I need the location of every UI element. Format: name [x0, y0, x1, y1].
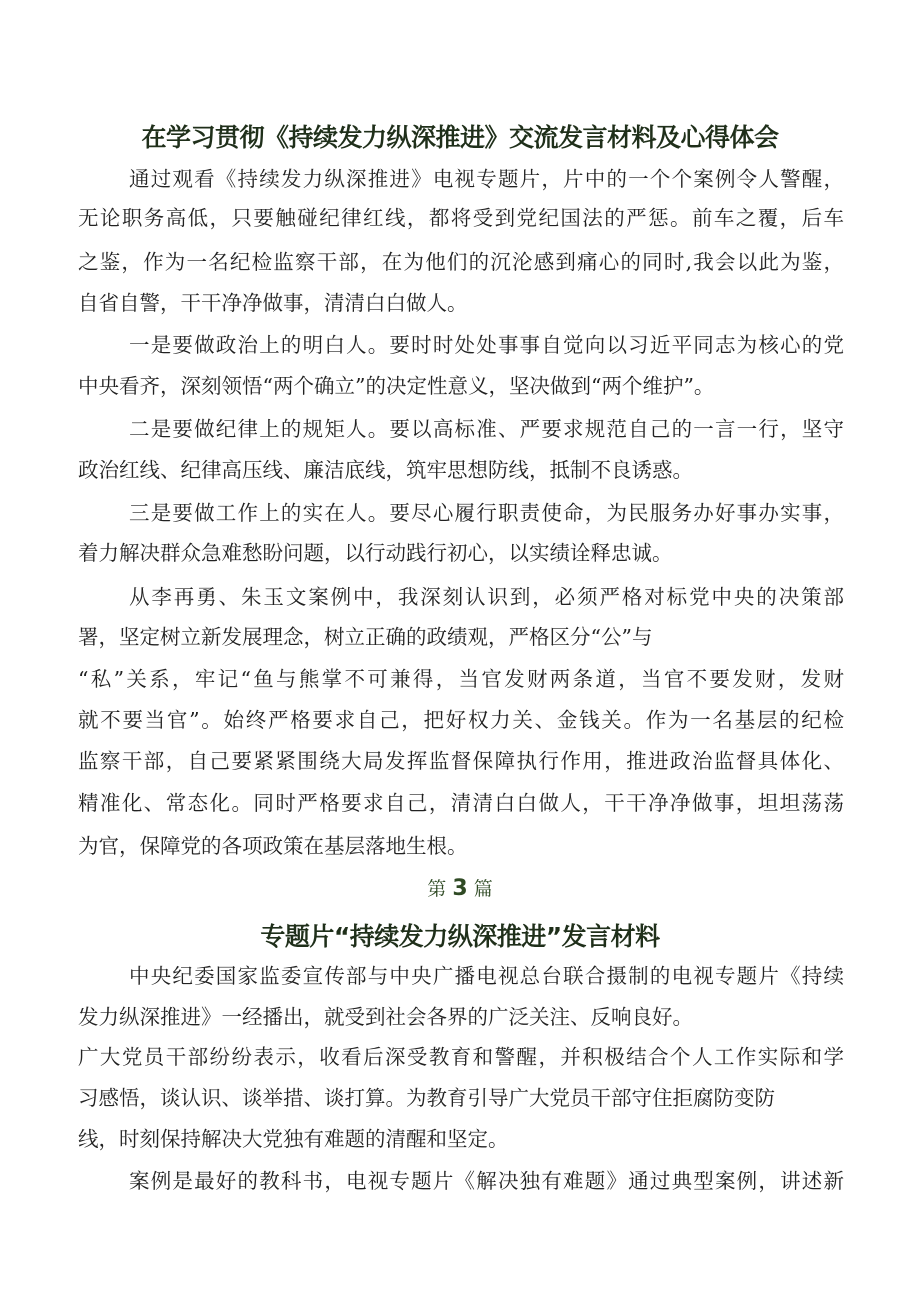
- section-suffix: 篇: [473, 878, 493, 900]
- article1-line: 着力解决群众急难愁盼问题，以行动践行初心，以实绩诠释忠诚。: [78, 541, 673, 565]
- article1-line: 精准化、常态化。同时严格要求自己，清清白白做人，干干净净做事，坦坦荡荡: [78, 791, 844, 815]
- article1-line: 三是要做工作上的实在人。要尽心履行职责使命，为民服务办好事办实事，: [129, 501, 844, 525]
- article2-line: 线，时刻保持解决大党独有难题的清醒和坚定。: [78, 1127, 509, 1151]
- article2-line: 广大党员干部纷纷表示，收看后深受教育和警醒，并积极结合个人工作实际和学: [78, 1045, 844, 1069]
- article2-line: 发力纵深推进》一经播出，就受到社会各界的广泛关注、反响良好。: [78, 1005, 693, 1029]
- article1-line: 从李再勇、朱玉文案例中，我深刻认识到，必须严格对标党中央的决策部: [129, 585, 844, 609]
- section-prefix: 第: [427, 878, 447, 900]
- article1-line: 通过观看《持续发力纵深推进》电视专题片，片中的一个个案例令人警醒，: [129, 167, 844, 191]
- article1-line: 中央看齐，深刻领悟“两个确立”的决定性意义，坚决做到“两个维护”。: [78, 374, 715, 398]
- article1-line: 监察干部，自己要紧紧围绕大局发挥监督保障执行作用，推进政治监督具体化、: [78, 749, 844, 773]
- article1-line: 为官，保障党的各项政策在基层落地生根。: [78, 834, 468, 858]
- article1-line: “私”关系，牢记“鱼与熊掌不可兼得，当官发财两条道，当官不要发财，发财: [78, 667, 844, 691]
- article2-line: 案例是最好的教科书，电视专题片《解决独有难题》通过典型案例，讲述新: [129, 1169, 844, 1193]
- article1-line: 署，坚定树立新发展理念，树立正确的政绩观，严格区分“公”与: [78, 625, 653, 649]
- article1-line: 就不要当官”。始终严格要求自己，把好权力关、金钱关。作为一名基层的纪检: [78, 708, 844, 732]
- article1-line: 一是要做政治上的明白人。要时时处处事事自觉向以习近平同志为核心的党: [129, 333, 844, 357]
- article2-line: 中央纪委国家监委宣传部与中央广播电视总台联合摄制的电视专题片《持续: [129, 964, 844, 988]
- article1-title: 在学习贯彻《持续发力纵深推进》交流发言材料及心得体会: [141, 123, 779, 152]
- article1-line: 无论职务高低，只要触碰纪律红线，都将受到党纪国法的严惩。前车之覆，后车: [78, 206, 844, 230]
- article1-line: 二是要做纪律上的规矩人。要以高标准、严要求规范自己的一言一行，坚守: [129, 417, 844, 441]
- article1-line: 之鉴，作为一名纪检监察干部，在为他们的沉沦感到痛心的同时,我会以此为鉴，: [78, 250, 844, 274]
- article1-line: 政治红线、纪律高压线、廉洁底线，筑牢思想防线，抵制不良诱惑。: [78, 458, 693, 482]
- article1-line: 自省自警，干干净净做事，清清白白做人。: [78, 291, 468, 315]
- article2-title: 专题片“持续发力纵深推进”发言材料: [260, 922, 660, 951]
- section-number: [0, 874, 920, 901]
- section-num: 3: [452, 876, 468, 901]
- article2-line: 习感悟，谈认识、谈举措、谈打算。为教育引导广大党员干部守住拒腐防变防: [78, 1086, 775, 1110]
